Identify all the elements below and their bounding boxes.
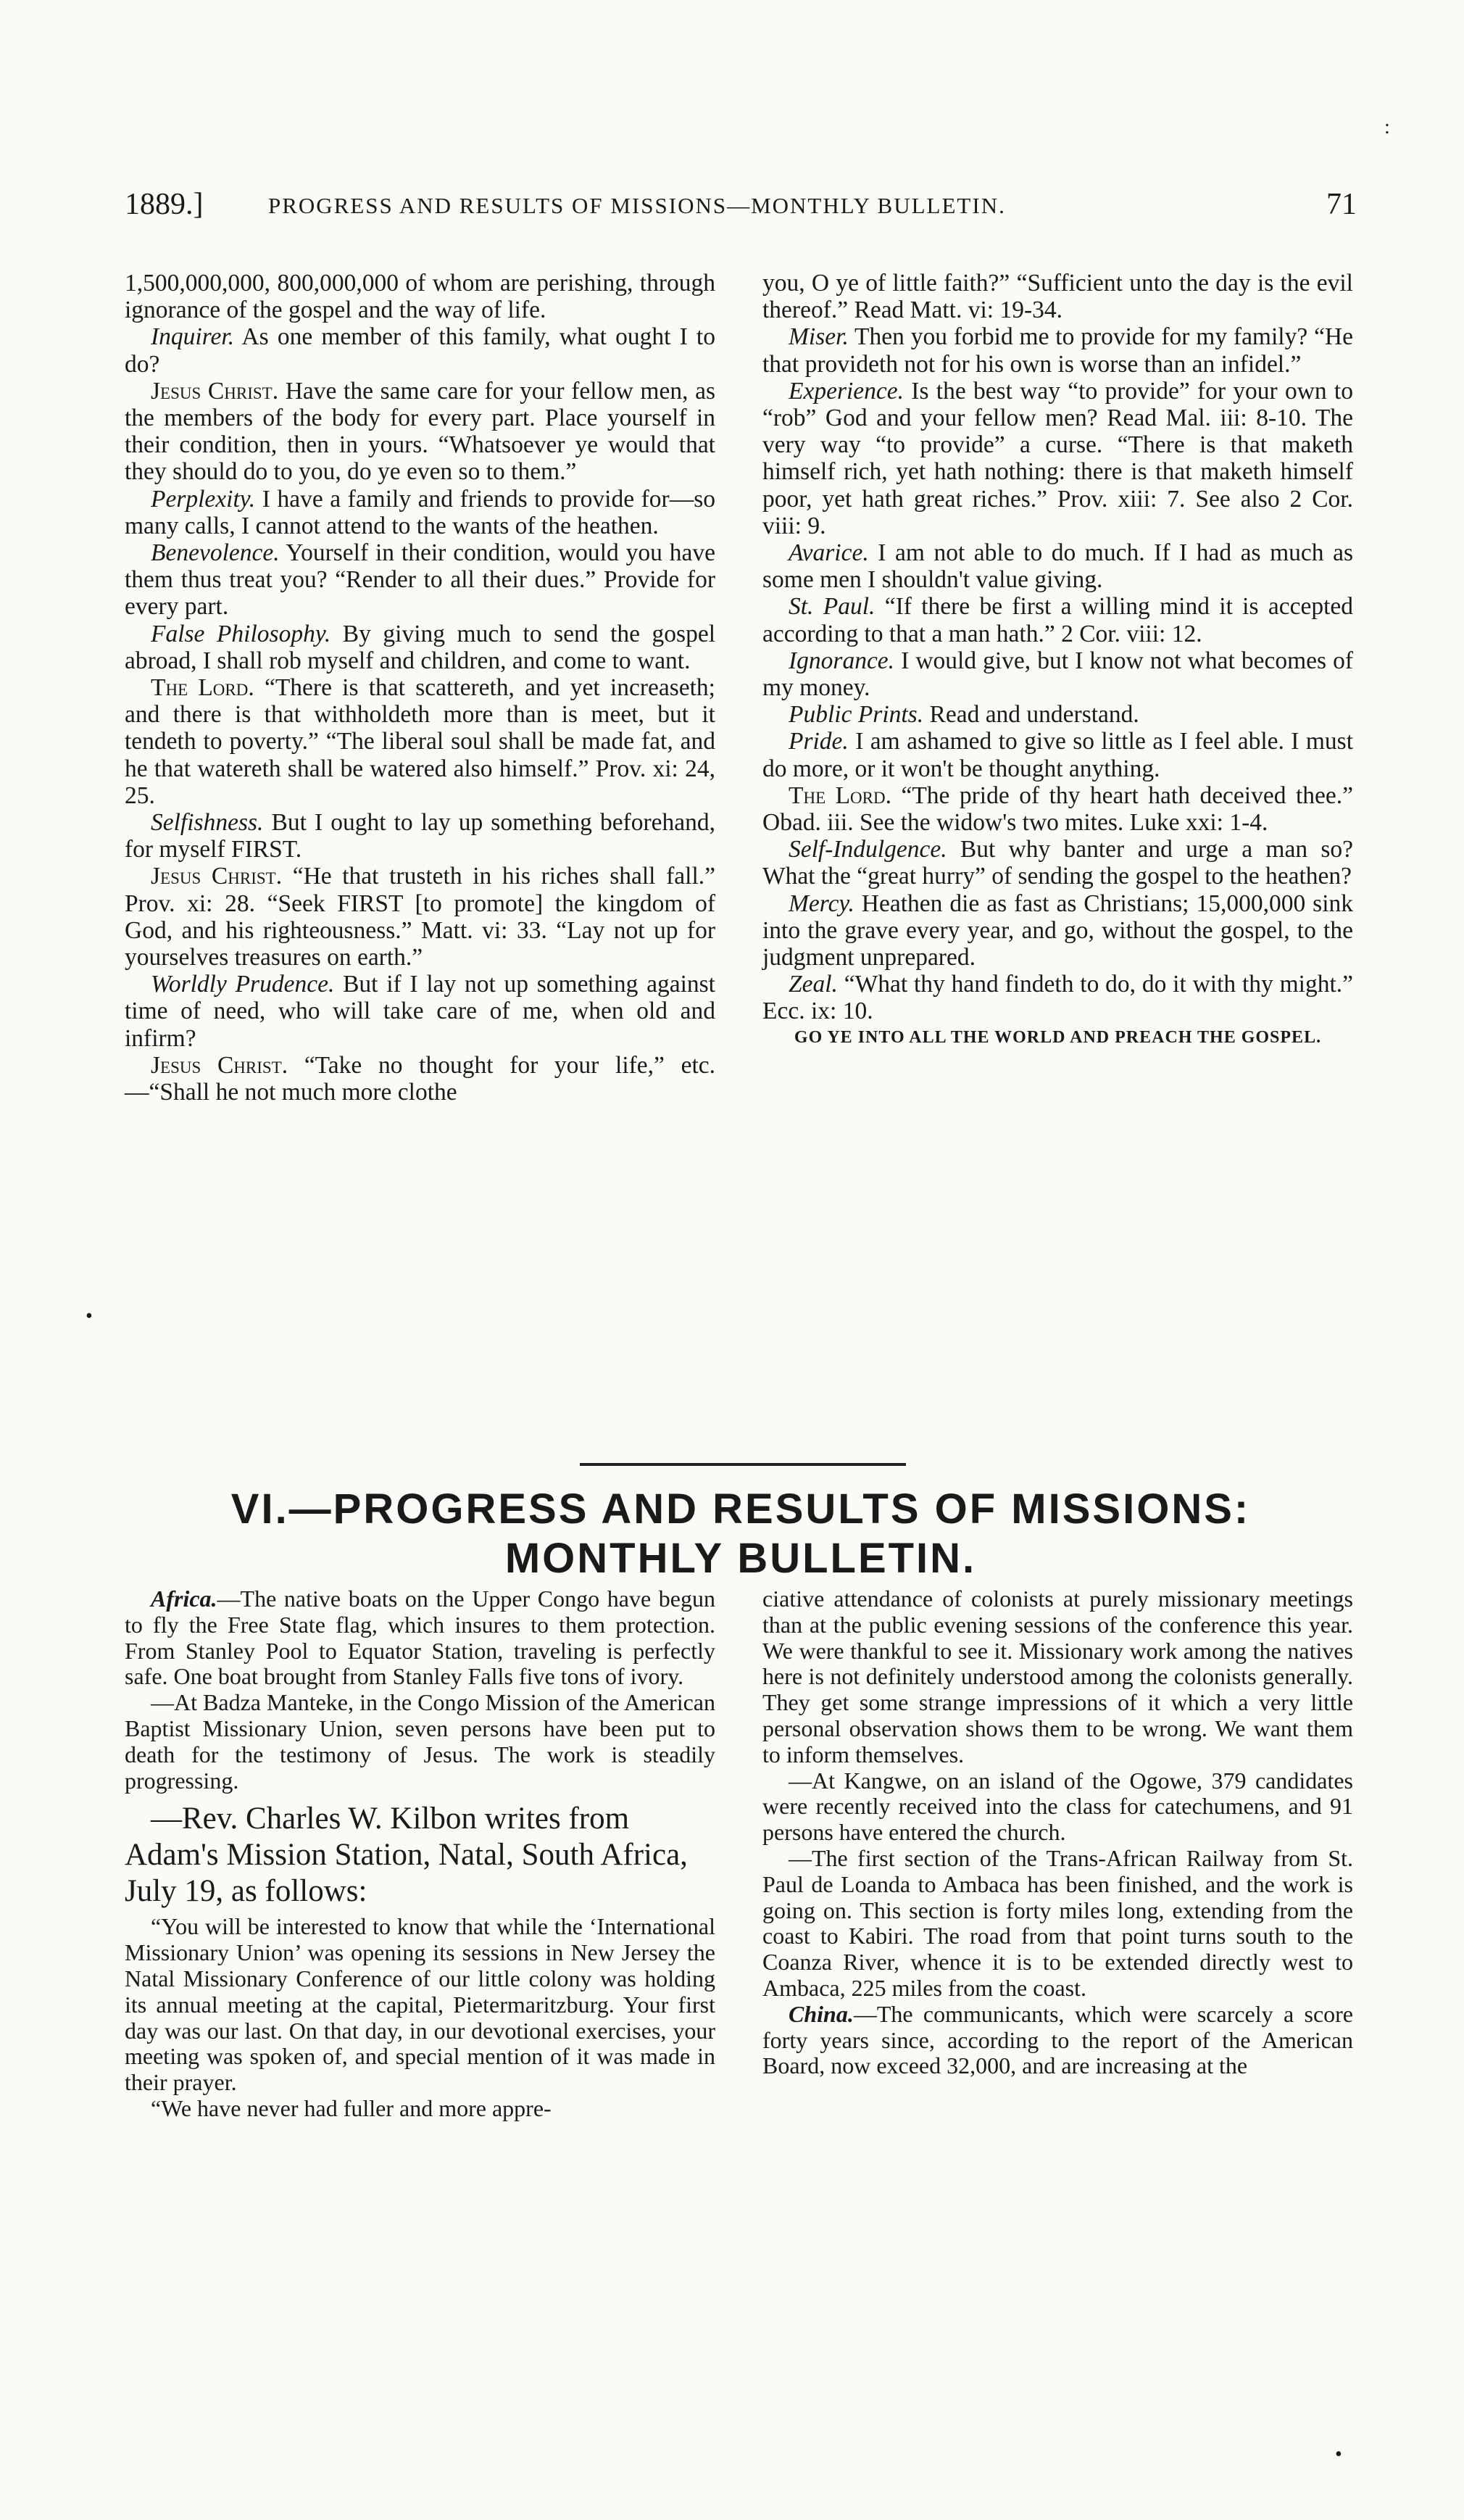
margin-bullet: • <box>86 1305 93 1327</box>
paragraph: ciative attendance of colonists at purely missionary meetings than at the public evening sessions of the conference this year. We were thankful to see it. Missionary work among the natives here is not definitely understood among the colonists generally. They get some strange impressions of it which a very little personal observation shows them to be wrong. We want them to inform themselves. <box>762 1586 1353 1767</box>
paragraph: 1,500,000,000, 800,000,000 of whom are perishing, through ignorance of the gospel and the way of life. <box>125 270 715 324</box>
page-number: 71 <box>1326 188 1357 221</box>
paragraph: Pride. I am ashamed to give so little as I feel able. I must do more, or it won't be thought anything. <box>762 728 1353 782</box>
paragraph: Public Prints. Read and understand. <box>789 701 1139 729</box>
paragraph: The Lord. “There is that scattereth, and yet increaseth; and there is that withholdeth more than is meet, but it tendeth to poverty.” “The liberal soul shall be made fat, and he that watereth shall be watered also himself.” Prov. xi: 24, 25. <box>125 674 715 809</box>
paragraph: —At Kangwe, on an island of the Ogowe, 379 candidates were recently received into the class for catechumens, and 91 persons have entered the church. <box>762 1767 1353 1846</box>
running-header <box>125 187 1357 231</box>
paragraph: Ignorance. I would give, but I know not what becomes of my money. <box>762 647 1353 702</box>
closing-line: GO YE INTO ALL THE WORLD AND PREACH THE GOSPEL. <box>794 1027 1322 1047</box>
column-top-right <box>762 270 1353 1050</box>
column-top-left <box>125 270 715 1106</box>
paragraph: Jesus Christ. “Take no thought for your life,” etc.—“Shall he not much more clothe <box>125 1051 716 1106</box>
paragraph: Miser. Then you forbid me to provide for my family? “He that provideth not for his own is worse than an infidel.” <box>762 323 1353 378</box>
paragraph: Jesus Christ. Have the same care for your fellow men, as the members of the body for every part. Place yourself in their condition, then in yours. “Whatsoever ye would that they should do to you, do ye even so to them.” <box>125 377 715 486</box>
paragraph: Jesus Christ. “He that trusteth in his riches shall fall.” Prov. xi: 28. “Seek FIRST [to promote] the kingdom of God, and his righteousness.” Matt. vi: 33. “Lay not up for yourselves treasures on earth.” <box>125 863 715 971</box>
column-bottom-right <box>762 1586 1353 2079</box>
paragraph: “We have never had fuller and more appre- <box>151 2094 552 2121</box>
paragraph: The Lord. “The pride of thy heart hath deceived thee.” Obad. iii. See the widow's two mites. Luke xxi: 1-4. <box>762 782 1353 837</box>
paragraph: Zeal. “What thy hand findeth to do, do it with thy might.” Ecc. ix: 10. <box>762 971 1353 1025</box>
paragraph: Worldly Prudence. But if I lay not up something against time of need, who will take care of me, when old and infirm? <box>125 971 715 1052</box>
paragraph: Perplexity. I have a family and friends to provide for—so many calls, I cannot attend to the wants of the heathen. <box>125 485 715 539</box>
section-divider <box>580 1463 906 1466</box>
paragraph: Benevolence. Yourself in their condition, would you have them thus treat you? “Render to all their dues.” Provide for every part. <box>125 539 715 621</box>
header-title: PROGRESS AND RESULTS OF MISSIONS—MONTHLY BULLETIN. <box>268 193 1006 218</box>
section-title-line2: MONTHLY BULLETIN. <box>504 1535 977 1582</box>
paragraph: False Philosophy. By giving much to send the gospel abroad, I shall rob myself and children, and come to want. <box>125 620 715 674</box>
paragraph: Africa.—The native boats on the Upper Congo have begun to fly the Free State flag, which insures to them protection. From Stanley Pool to Equator Station, traveling is perfectly safe. One boat brought from Stanley Falls five tons of ivory. <box>125 1586 715 1690</box>
column-bottom-left <box>125 1586 715 2122</box>
paragraph: Avarice. I am not able to do much. If I had as much as some men I shouldn't value giving. <box>762 539 1353 594</box>
paragraph: Experience. Is the best way “to provide” for your own to “rob” God and your fellow men? Read Mal. iii: 8-10. The very way “to provide” a curse. “There is that maketh himself rich, yet hath nothing: there is that maketh himself poor, yet hath great riches.” Prov. xiii: 7. See also 2 Cor. viii: 9. <box>762 377 1353 539</box>
paragraph: Self-Indulgence. But why banter and urge a man so? What the “great hurry” of sending the gospel to the heathen? <box>762 836 1353 890</box>
margin-bullet-2: • <box>1335 2443 1342 2466</box>
paragraph: Mercy. Heathen die as fast as Christians; 15,000,000 sink into the grave every year, and go, without the gospel, to the judgment unprepared. <box>762 890 1353 971</box>
paragraph-kilbon: —Rev. Charles W. Kilbon writes from Adam's Mission Station, Natal, South Africa, July 19, as follows: <box>125 1802 688 1909</box>
paragraph: —At Badza Manteke, in the Congo Mission of the American Baptist Missionary Union, seven persons have been put to death for the testimony of Jesus. The work is steadily progressing. <box>125 1689 715 1794</box>
paragraph: St. Paul. “If there be first a willing mind it is accepted according to that a man hath.” 2 Cor. viii: 12. <box>762 593 1353 647</box>
section-title <box>125 1485 1357 1583</box>
paragraph: China.—The communicants, which were scarcely a score forty years since, according to the report of the American Board, now exceed 32,000, and are increasing at the <box>762 2000 1353 2079</box>
header-year: 1889.] <box>125 188 204 221</box>
margin-mark: : <box>1384 116 1390 138</box>
paragraph: —The first section of the Trans-African Railway from St. Paul de Loanda to Ambaca has been finished, and the work is going on. This section is forty miles long, extending from the coast to Kabiri. The road from that point turns south to the Coanza River, whence it is to be extended directly west to Ambaca, 225 miles from the coast. <box>762 1844 1353 2001</box>
paragraph: Inquirer. As one member of this family, what ought I to do? <box>125 323 715 378</box>
paragraph: Selfishness. But I ought to lay up something beforehand, for myself FIRST. <box>125 809 715 863</box>
paragraph: “You will be interested to know that while the ‘International Missionary Union’ was opening its sessions in New Jersey the Natal Missionary Conference of our little colony was holding its annual meeting at the capital, Pietermaritzburg. Your first day was our last. On that day, in our devotional exercises, your meeting was spoken of, and special mention of it was made in their prayer. <box>125 1913 715 2096</box>
section-title-line1: VI.—PROGRESS AND RESULTS OF MISSIONS: <box>230 1485 1251 1533</box>
paragraph: you, O ye of little faith?” “Sufficient unto the day is the evil thereof.” Read Matt. vi: 19-34. <box>762 270 1353 324</box>
